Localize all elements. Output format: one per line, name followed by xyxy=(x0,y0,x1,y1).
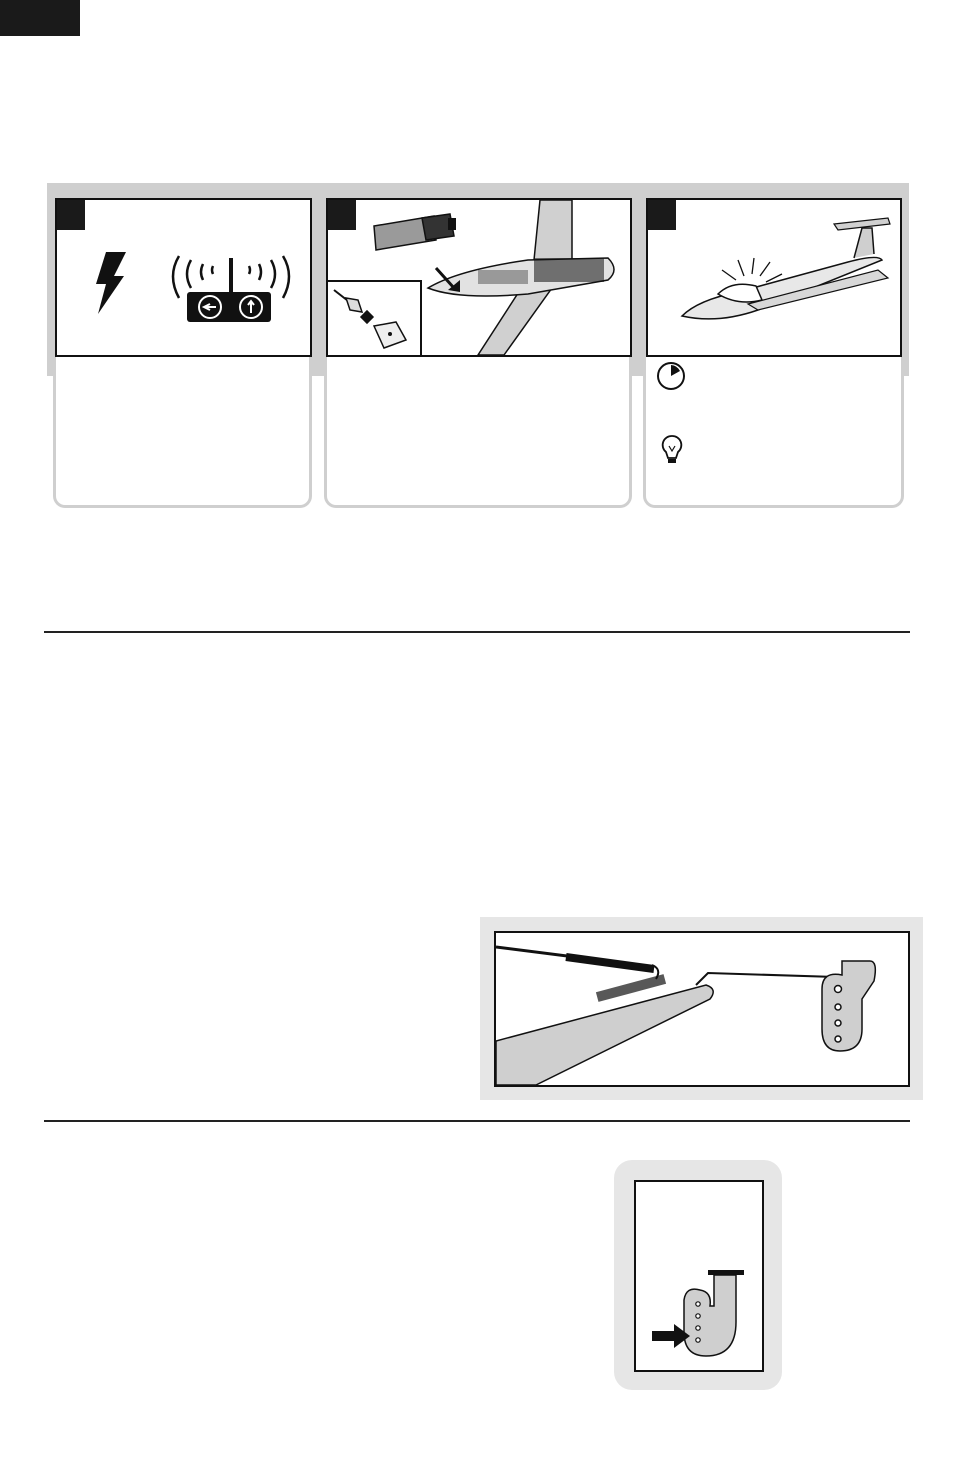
section-divider-1 xyxy=(44,631,910,633)
step-1-number xyxy=(57,200,85,230)
section-divider-2 xyxy=(44,1120,910,1122)
language-tab xyxy=(0,0,80,36)
transmitter-icon xyxy=(165,252,305,326)
lightning-icon xyxy=(92,252,128,316)
step-3-panel xyxy=(646,198,902,357)
glider-icon xyxy=(678,214,898,334)
control-horn-icon xyxy=(816,959,896,1059)
step-1-panel xyxy=(55,198,312,357)
control-horn-icon xyxy=(650,1266,750,1366)
arrow-right-icon xyxy=(652,1324,692,1348)
step-2-card xyxy=(324,356,632,508)
linkage-figure-frame xyxy=(480,917,923,1100)
horn-detail-frame xyxy=(614,1160,782,1390)
connector-icon xyxy=(328,282,418,357)
step-3-number xyxy=(648,200,676,230)
linkage-figure xyxy=(494,931,910,1087)
horn-detail-figure xyxy=(634,1180,764,1372)
step-1-card xyxy=(53,356,312,508)
battery-icon xyxy=(372,212,458,252)
connector-inset xyxy=(328,280,422,357)
timer-icon xyxy=(655,360,687,392)
lightbulb-icon xyxy=(660,434,684,468)
step-2-panel xyxy=(326,198,632,357)
